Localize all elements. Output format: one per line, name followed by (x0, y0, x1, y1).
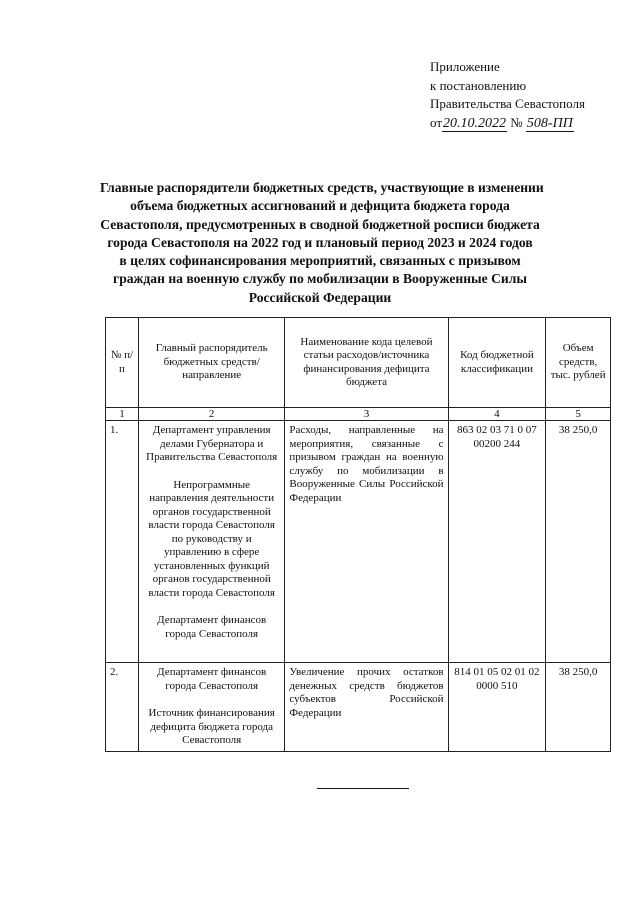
annex-line-1: Приложение (430, 59, 500, 74)
row-index: 1. (106, 421, 139, 663)
header-code-name: Наименование кода целевой статьи расходов/источника финансирования дефицита бюджета (285, 318, 448, 408)
manager-name-2: Департамент финансов города Севастополя (157, 614, 267, 640)
manager-name: Департамент управления делами Губернатора и Правительства Севастополя (146, 424, 278, 463)
budget-table (105, 317, 611, 752)
date-prefix: от (430, 114, 443, 130)
manager-name: Департамент финансов города Севастополя (157, 666, 267, 692)
footer-rule (317, 788, 409, 789)
row-index: 2. (106, 663, 139, 752)
handwritten-number: 508-ПП (526, 115, 573, 131)
direction-name: Непрограммные направления деятельности органов государственной власти города Севастополя по руководству и управлению в сфере установленных функций органов государственной власти города Севастополя (148, 478, 275, 599)
column-number-row (106, 408, 611, 421)
header-amount: Объем средств, тыс. рублей (546, 318, 611, 408)
annex-block (430, 58, 585, 133)
column-number: 3 (285, 408, 448, 421)
title-line: объема бюджетных ассигнований и дефицита бюджета города (130, 198, 510, 214)
column-number: 4 (448, 408, 546, 421)
title-line: Российской Федерации (248, 289, 392, 305)
header-code: Код бюджетной классификации (448, 318, 546, 408)
code-name-cell: Увеличение прочих остатков денежных средств бюджетов субъектов Российской Федерации (285, 663, 448, 752)
document-title (100, 179, 544, 307)
column-number: 1 (106, 408, 139, 421)
code-cell: 863 02 03 71 0 07 00200 244 (448, 421, 546, 663)
title-line: города Севастополя на 2022 год и плановый период 2023 и 2024 годов (107, 234, 533, 250)
header-index: № п/п (106, 318, 139, 408)
table-row (106, 663, 611, 752)
annex-date-line (430, 114, 585, 134)
direction-name: Источник финансирования дефицита бюджета города Севастополя (148, 707, 275, 746)
column-number: 2 (138, 408, 284, 421)
amount-cell: 38 250,0 (546, 663, 611, 752)
header-row (106, 318, 611, 408)
manager-cell (138, 663, 284, 752)
code-cell: 814 01 05 02 01 02 0000 510 (448, 663, 546, 752)
title-line: граждан на военную службу по мобилизации в Вооруженные Силы (113, 271, 527, 287)
header-manager: Главный распорядитель бюджетных средств/направление (138, 318, 284, 408)
table-row (106, 421, 611, 663)
number-sign: № (510, 114, 523, 130)
column-number: 5 (546, 408, 611, 421)
annex-line-2: к постановлению (430, 77, 527, 93)
handwritten-date: 20.10.2022 (443, 115, 507, 131)
title-line: Главные распорядители бюджетных средств, участвующие в изменении (100, 180, 544, 195)
title-line: в целях софинансирования мероприятий, связанных с призывом (119, 253, 521, 269)
title-line: Севастополя, предусмотренных в сводной бюджетной росписи бюджета (100, 216, 540, 232)
annex-line-3: Правительства Севастополя (430, 96, 585, 111)
manager-cell (138, 421, 284, 663)
amount-cell: 38 250,0 (546, 421, 611, 663)
code-name-cell: Расходы, направленные на мероприятия, связанные с призывом граждан на военную службу по мобилизации в Вооруженные Силы Российской Федерации (285, 421, 448, 663)
